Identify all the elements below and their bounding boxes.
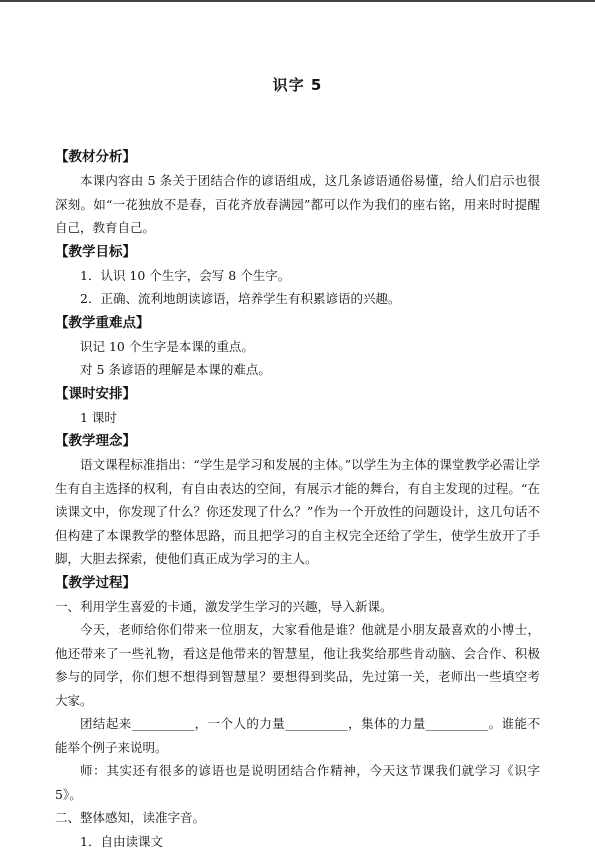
process-paragraph-1: 今天，老师给你们带来一位朋友，大家看他是谁？他就是小朋友最喜欢的小博士，他还带来了一些礼物，看这是他带来的智慧星，他让我奖给那些肯动脑、会合作、积极参与的同学，你们想不想得到智慧星？要想得到奖品，先过第一关，老师出一些填空考大家。 <box>55 618 540 712</box>
philosophy-text: 语文课程标准指出：“学生是学习和发展的主体。”以学生为主体的课堂教学必需让学生有自主选择的权利，有自由表达的空间，有展示才能的舞台，有自主发现的过程。“在读课文中，你发现了什么？你还发现了什么？”作为一个开放性的问题设计，这几句话不但构建了本课教学的整体思路，而且把学习的自主权完全还给了学生，使学生放开了手脚，大胆去探索，使他们真正成为学习的主人。 <box>55 453 540 571</box>
keypoint-item-1: 识记 10 个生字是本课的重点。 <box>55 335 540 359</box>
heading-analysis: 【教材分析】 <box>55 145 540 169</box>
goal-item-2: 2．正确、流利地朗读谚语，培养学生有积累谚语的兴趣。 <box>55 287 540 311</box>
heading-keypoints: 【教学重难点】 <box>55 311 540 335</box>
process-sub-1: 1．自由读课文 <box>55 830 540 853</box>
keypoint-item-2: 对 5 条谚语的理解是本课的难点。 <box>55 358 540 382</box>
heading-process: 【教学过程】 <box>55 571 540 595</box>
document-page <box>55 74 540 853</box>
analysis-text: 本课内容由 5 条关于团结合作的谚语组成，这几条谚语通俗易懂，给人们启示也很深刻。如“一花独放不是春，百花齐放春满园”都可以作为我们的座右铭，用来时时提醒自己，教育自己。 <box>55 169 540 240</box>
process-paragraph-3: 师：其实还有很多的谚语也是说明团结合作精神，今天这节课我们就学习《识字 5》。 <box>55 759 540 806</box>
schedule-text: 1 课时 <box>55 406 540 430</box>
heading-schedule: 【课时安排】 <box>55 382 540 406</box>
process-paragraph-2: 团结起来__________，一个人的力量__________，集体的力量__________。谁能不能举个例子来说明。 <box>55 712 540 759</box>
heading-goals: 【教学目标】 <box>55 240 540 264</box>
header-rule <box>0 0 595 2</box>
goal-item-1: 1．认识 10 个生字，会写 8 个生字。 <box>55 264 540 288</box>
heading-philosophy: 【教学理念】 <box>55 429 540 453</box>
page-title: 识字 5 <box>55 74 540 95</box>
process-step-2: 二、整体感知，读准字音。 <box>55 806 540 830</box>
process-step-1: 一、利用学生喜爱的卡通，激发学生学习的兴趣，导入新课。 <box>55 595 540 619</box>
